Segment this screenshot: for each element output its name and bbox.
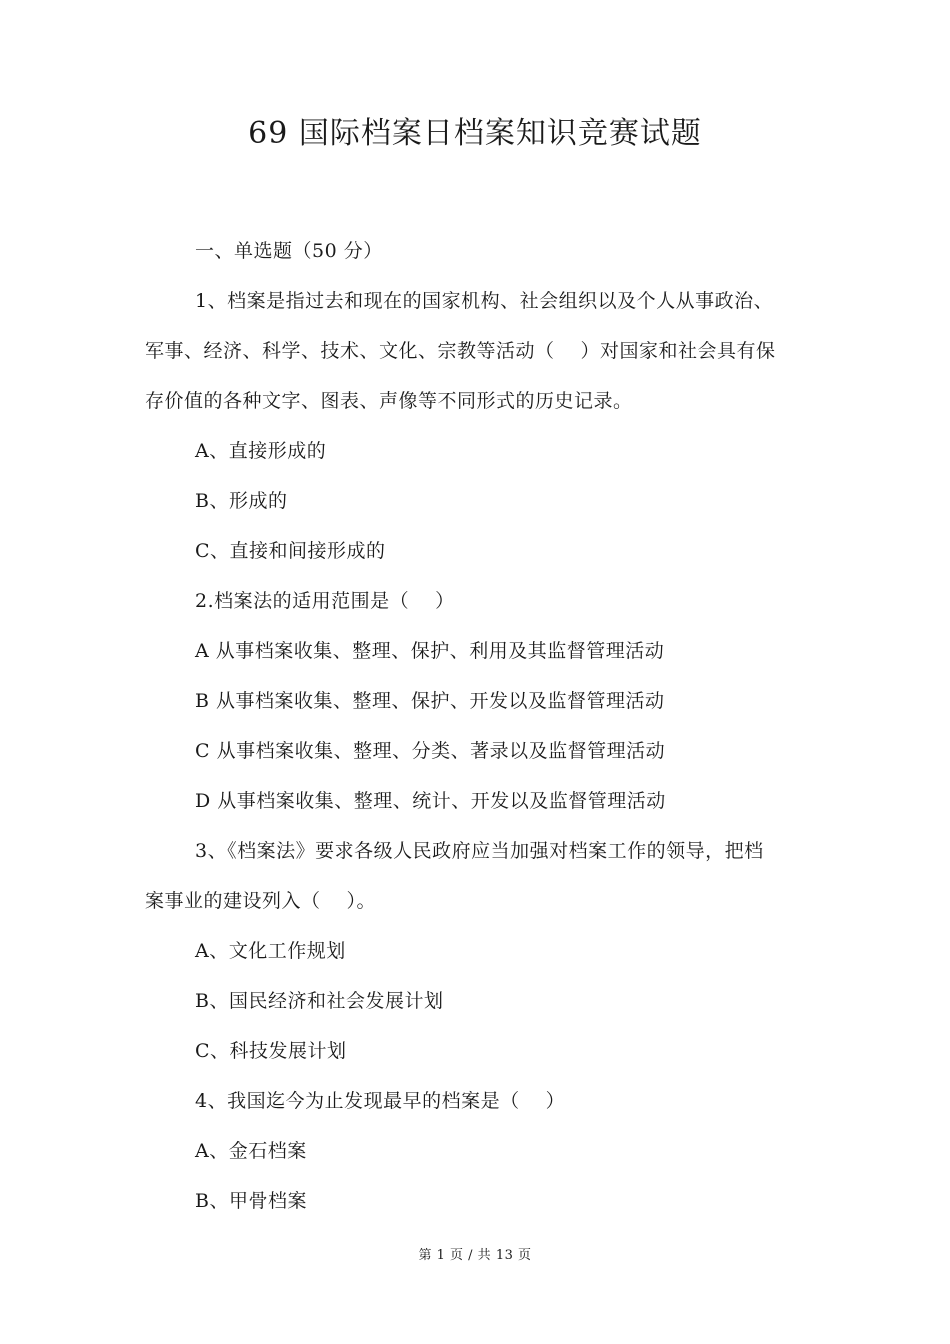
question-1-line-2: 军事、经济、科学、技术、文化、宗教等活动（ ）对国家和社会具有保 <box>145 340 776 362</box>
question-4-option-a: A、金石档案 <box>195 1140 307 1162</box>
question-3-option-a: A、文化工作规划 <box>195 940 346 962</box>
document-title: 69 国际档案日档案知识竞赛试题 <box>248 116 702 151</box>
question-4-option-b: B、甲骨档案 <box>195 1190 307 1212</box>
question-1-line-3: 存价值的各种文字、图表、声像等不同形式的历史记录。 <box>145 390 633 412</box>
question-1-option-a: A、直接形成的 <box>195 440 327 462</box>
question-4: 4、我国迄今为止发现最早的档案是（ ） <box>195 1090 566 1112</box>
question-2: 2.档案法的适用范围是（ ） <box>195 590 455 612</box>
question-2-option-b: B 从事档案收集、整理、保护、开发以及监督管理活动 <box>195 690 665 712</box>
question-1-line-1: 1、档案是指过去和现在的国家机构、社会组织以及个人从事政治、 <box>195 290 774 312</box>
question-3-option-b: B、国民经济和社会发展计划 <box>195 990 444 1012</box>
question-2-option-a: A 从事档案收集、整理、保护、利用及其监督管理活动 <box>195 640 665 662</box>
question-1-option-c: C、直接和间接形成的 <box>195 540 386 562</box>
question-2-option-c: C 从事档案收集、整理、分类、著录以及监督管理活动 <box>195 740 666 762</box>
question-3-line-2: 案事业的建设列入（ ）。 <box>145 890 377 912</box>
question-1-option-b: B、形成的 <box>195 490 288 512</box>
document-body <box>145 226 813 1226</box>
section-heading: 一、单选题（50 分） <box>195 240 383 262</box>
question-3-option-c: C、科技发展计划 <box>195 1040 347 1062</box>
question-3-line-1: 3、《档案法》要求各级人民政府应当加强对档案工作的领导，把档 <box>195 840 764 862</box>
page-footer: 第 1 页 / 共 13 页 <box>418 1248 532 1263</box>
question-2-option-d: D 从事档案收集、整理、统计、开发以及监督管理活动 <box>195 790 666 812</box>
